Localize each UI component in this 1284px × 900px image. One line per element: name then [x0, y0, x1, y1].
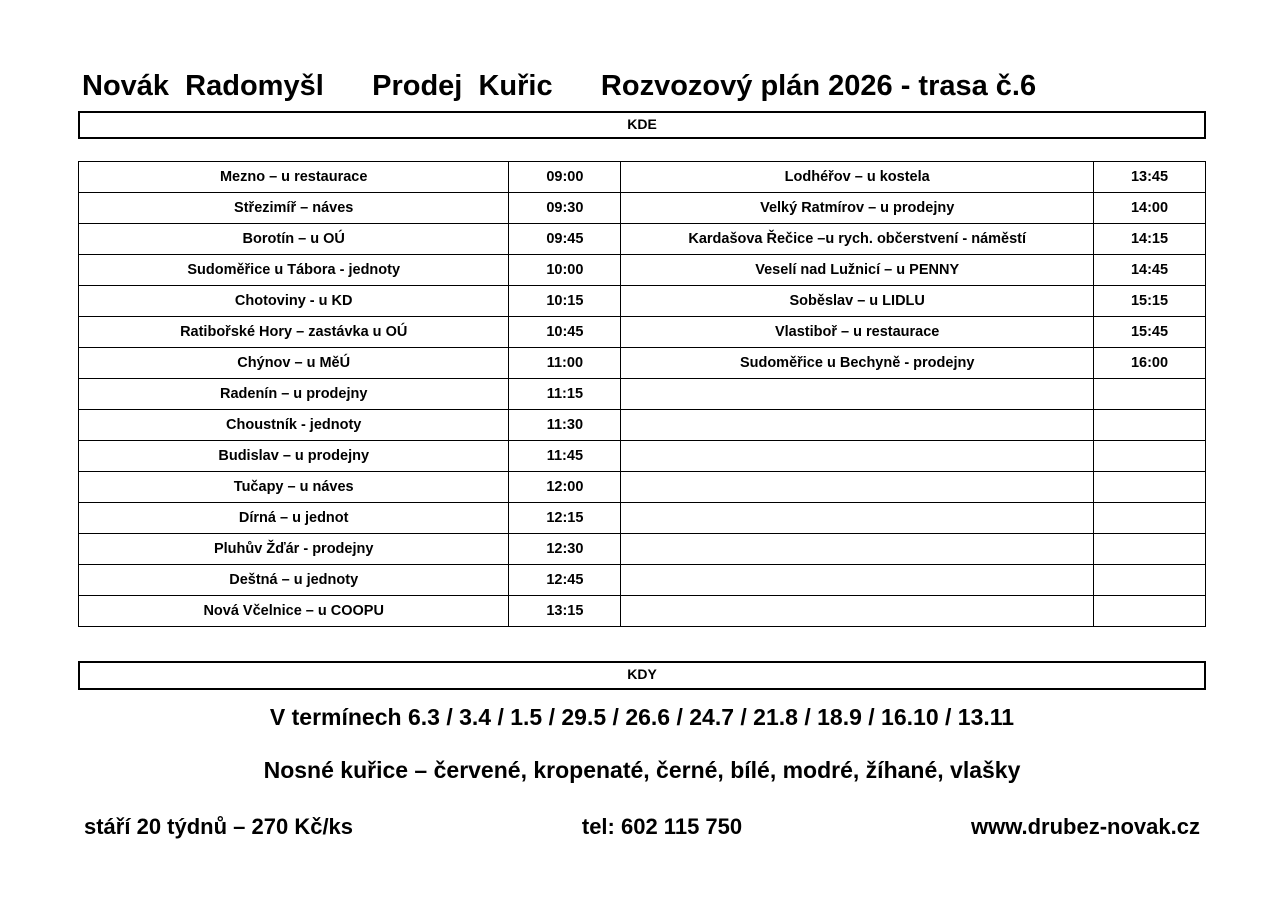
cell-time-right	[1094, 596, 1206, 627]
cell-place-left: Chýnov – u MěÚ	[79, 348, 509, 379]
table-row	[79, 472, 1206, 503]
footer-product: Nosné kuřice – červené, kropenaté, černé, bílé, modré, žíhané, vlašky	[263, 756, 1021, 783]
cell-place-left: Borotín – u OÚ	[79, 224, 509, 255]
cell-time-left: 10:15	[509, 286, 621, 317]
cell-place-left: Sudoměřice u Tábora - jednoty	[79, 255, 509, 286]
cell-time-left: 12:45	[509, 565, 621, 596]
table-row	[79, 286, 1206, 317]
cell-time-right: 14:15	[1094, 224, 1206, 255]
cell-place-left: Nová Včelnice – u COOPU	[79, 596, 509, 627]
schedule-table	[78, 161, 1206, 627]
cell-place-left: Budislav – u prodejny	[79, 441, 509, 472]
cell-place-left: Ratibořské Hory – zastávka u OÚ	[79, 317, 509, 348]
cell-place-right	[621, 472, 1094, 503]
cell-place-right	[621, 410, 1094, 441]
cell-place-right: Lodhéřov – u kostela	[621, 162, 1094, 193]
table-row	[79, 348, 1206, 379]
cell-time-right	[1094, 441, 1206, 472]
cell-place-right: Velký Ratmírov – u prodejny	[621, 193, 1094, 224]
cell-time-left: 11:45	[509, 441, 621, 472]
footer-dates: V termínech 6.3 / 3.4 / 1.5 / 29.5 / 26.6 / 24.7 / 21.8 / 18.9 / 16.10 / 13.11	[269, 703, 1015, 730]
cell-place-right: Veselí nad Lužnicí – u PENNY	[621, 255, 1094, 286]
cell-place-right	[621, 441, 1094, 472]
cell-place-left: Dírná – u jednot	[79, 503, 509, 534]
footer-price: stáří 20 týdnů – 270 Kč/ks	[84, 813, 354, 839]
table-row	[79, 224, 1206, 255]
schedule-body	[79, 162, 1206, 627]
table-row	[79, 317, 1206, 348]
table-row	[79, 503, 1206, 534]
cell-place-right: Sudoměřice u Bechyně - prodejny	[621, 348, 1094, 379]
table-row	[79, 534, 1206, 565]
cell-time-left: 10:00	[509, 255, 621, 286]
cell-time-left: 09:00	[509, 162, 621, 193]
cell-time-left: 13:15	[509, 596, 621, 627]
cell-time-right	[1094, 410, 1206, 441]
footer	[78, 704, 1206, 840]
cell-time-left: 09:30	[509, 193, 621, 224]
cell-time-right	[1094, 503, 1206, 534]
cell-place-right	[621, 565, 1094, 596]
cell-time-left: 09:45	[509, 224, 621, 255]
cell-time-left: 11:15	[509, 379, 621, 410]
cell-place-left: Chotoviny - u KD	[79, 286, 509, 317]
cell-place-right: Vlastiboř – u restaurace	[621, 317, 1094, 348]
cell-time-right: 16:00	[1094, 348, 1206, 379]
cell-place-left: Střezimíř – náves	[79, 193, 509, 224]
cell-time-right	[1094, 534, 1206, 565]
cell-place-left: Pluhův Žďár - prodejny	[79, 534, 509, 565]
footer-phone: tel: 602 115 750	[581, 813, 743, 839]
kdy-section	[78, 661, 1206, 689]
cell-time-right: 14:45	[1094, 255, 1206, 286]
cell-place-right	[621, 534, 1094, 565]
footer-contact-row	[78, 814, 1206, 840]
cell-time-left: 11:30	[509, 410, 621, 441]
cell-time-right: 13:45	[1094, 162, 1206, 193]
cell-place-left: Deštná – u jednoty	[79, 565, 509, 596]
cell-place-right: Kardašova Řečice –u rych. občerstvení - náměstí	[621, 224, 1094, 255]
footer-web: www.drubez-novak.cz	[970, 813, 1200, 839]
cell-time-left: 11:00	[509, 348, 621, 379]
table-row	[79, 596, 1206, 627]
cell-place-right	[621, 596, 1094, 627]
cell-time-left: 12:00	[509, 472, 621, 503]
table-row	[79, 565, 1206, 596]
cell-place-right: Soběslav – u LIDLU	[621, 286, 1094, 317]
table-row	[79, 162, 1206, 193]
cell-time-right: 15:45	[1094, 317, 1206, 348]
kdy-header-bar: KDY	[78, 661, 1206, 689]
cell-time-right	[1094, 472, 1206, 503]
cell-time-right: 14:00	[1094, 193, 1206, 224]
table-row	[79, 193, 1206, 224]
cell-place-left: Choustník - jednoty	[79, 410, 509, 441]
table-row	[79, 255, 1206, 286]
spacer	[78, 139, 1206, 161]
table-row	[79, 441, 1206, 472]
cell-time-right	[1094, 565, 1206, 596]
cell-time-left: 12:30	[509, 534, 621, 565]
cell-time-left: 10:45	[509, 317, 621, 348]
cell-time-right	[1094, 379, 1206, 410]
table-row	[79, 410, 1206, 441]
kde-header-bar: KDE	[78, 111, 1206, 139]
table-row	[79, 379, 1206, 410]
cell-place-left: Mezno – u restaurace	[79, 162, 509, 193]
cell-place-left: Tučapy – u náves	[79, 472, 509, 503]
cell-time-left: 12:15	[509, 503, 621, 534]
cell-place-left: Radenín – u prodejny	[79, 379, 509, 410]
cell-time-right: 15:15	[1094, 286, 1206, 317]
page-title: Novák Radomyšl Prodej Kuřic Rozvozový plán 2026 - trasa č.6	[82, 70, 1037, 102]
cell-place-right	[621, 503, 1094, 534]
cell-place-right	[621, 379, 1094, 410]
